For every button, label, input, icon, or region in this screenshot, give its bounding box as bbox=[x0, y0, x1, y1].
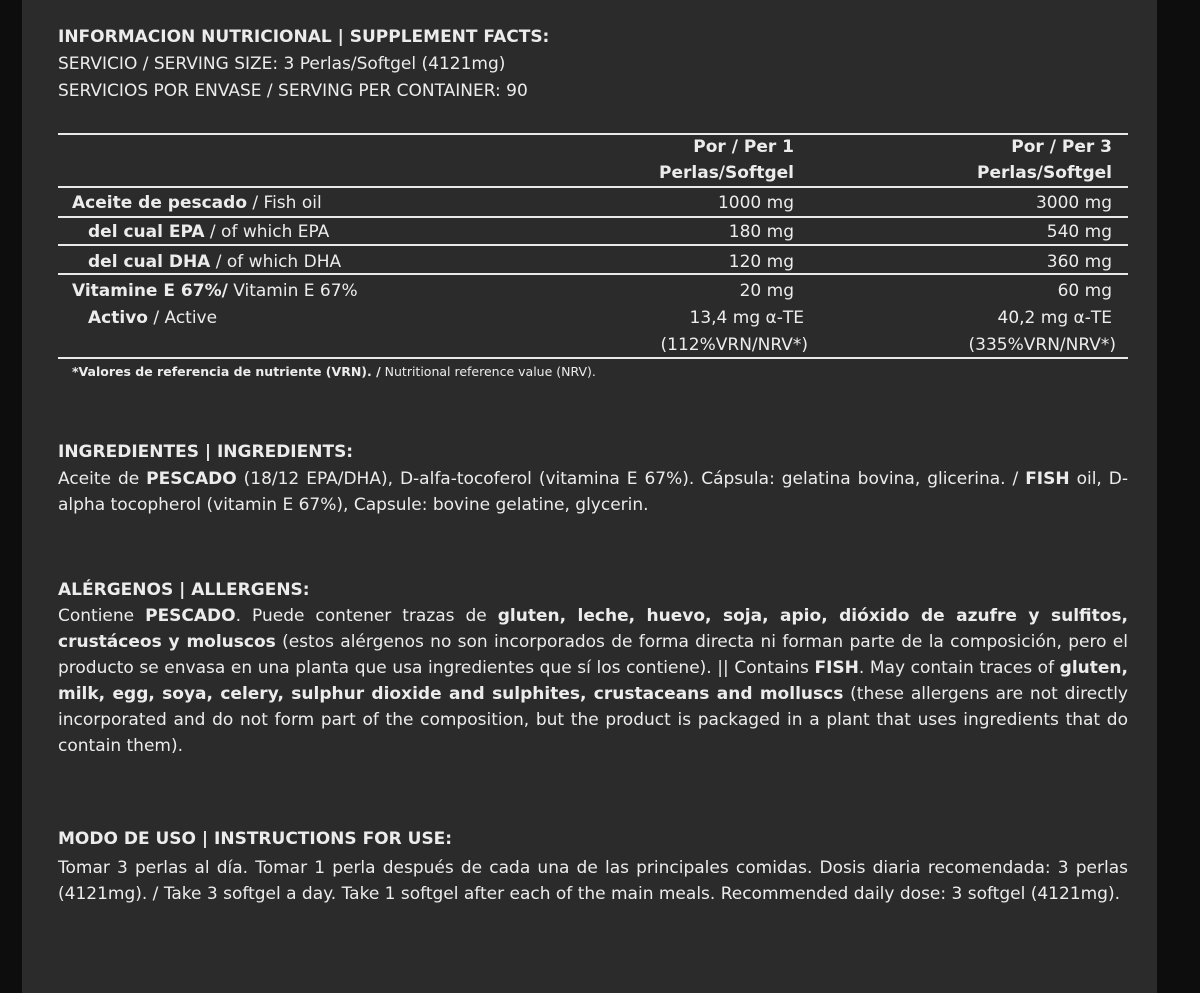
supplement-facts-title: INFORMACION NUTRICIONAL | SUPPLEMENT FACTS: bbox=[58, 27, 550, 47]
row-value-per3: 540 mg bbox=[1046, 222, 1112, 242]
row-value-per3: 40,2 mg α-TE bbox=[997, 308, 1112, 328]
row-value-per1: 180 mg bbox=[728, 222, 794, 242]
row-label-en: / Active bbox=[153, 308, 218, 328]
footnote-es: *Valores de referencia de nutriente (VRN). / bbox=[72, 364, 381, 379]
row-label-en: / of which EPA bbox=[209, 222, 330, 242]
col-per3-line1: Por / Per 3 bbox=[1011, 137, 1112, 157]
row-label-es: Aceite de pescado bbox=[72, 193, 247, 213]
row-label-es: Vitamine E 67%/ bbox=[72, 281, 228, 301]
table-rule-top bbox=[58, 133, 1128, 135]
row-label-en: Vitamin E 67% bbox=[233, 281, 358, 301]
table-rule-header bbox=[58, 186, 1128, 188]
usage-text: Tomar 3 perlas al día. Tomar 1 perla después de cada una de las principales comidas. Dosis diaria recomendada: 3 perlas (4121mg). / Take 3 softgel a day. Take 1 softgel after each of the main meals. Recommended daily dose: 3 softgel (4121mg). bbox=[58, 858, 1128, 904]
allergens-text: Contiene PESCADO. Puede contener trazas de gluten, leche, huevo, soja, apio, dióxido de azufre y sulfitos, crustáceos y moluscos (estos alérgenos no son incorporados de forma directa ni forman parte de la composición, pero el producto se envasa en una planta que usa ingredientes que sí los contiene). || Contains FISH. May contain traces of gluten, milk, egg, soya, celery, sulphur dioxide and sulphites, crustaceans and molluscs (these allergens are not directly incorporated and do not form part of the composition, but the product is packaged in a plant that uses ingredients that do contain them). bbox=[58, 606, 1129, 756]
usage-title: MODO DE USO | INSTRUCTIONS FOR USE: bbox=[58, 829, 453, 849]
row-value-per3: 360 mg bbox=[1046, 252, 1112, 272]
row-label-en: / of which DHA bbox=[215, 252, 342, 272]
col-per1-line2: Perlas/Softgel bbox=[659, 163, 794, 183]
col-per3-line2: Perlas/Softgel bbox=[977, 163, 1112, 183]
row-label-es: Activo bbox=[88, 308, 148, 328]
table-row-label bbox=[88, 219, 329, 245]
row-value-per1: 120 mg bbox=[728, 252, 794, 272]
right-border bbox=[1157, 0, 1200, 993]
row-value-per1: 20 mg bbox=[739, 281, 794, 301]
table-row-label bbox=[72, 190, 322, 216]
row-value-per1: 13,4 mg α-TE bbox=[689, 308, 804, 328]
footnote-en: Nutritional reference value (NRV). bbox=[380, 364, 596, 379]
row-label-es: del cual DHA bbox=[88, 252, 211, 272]
table-footnote bbox=[72, 364, 596, 380]
row-nrv-per3: (335%VRN/NRV*) bbox=[968, 335, 1116, 355]
allergens-title: ALÉRGENOS | ALLERGENS: bbox=[58, 580, 310, 600]
row-value-per3: 60 mg bbox=[1057, 281, 1112, 301]
servings-per-container: SERVICIOS POR ENVASE / SERVING PER CONTAINER: 90 bbox=[58, 81, 528, 101]
row-nrv-per1: (112%VRN/NRV*) bbox=[660, 335, 808, 355]
table-row-label bbox=[88, 249, 341, 275]
row-value-per3: 3000 mg bbox=[1035, 193, 1112, 213]
left-border bbox=[0, 0, 22, 993]
ingredients-text: Aceite de PESCADO (18/12 EPA/DHA), D-alfa-tocoferol (vitamina E 67%). Cápsula: gelatina bovina, glicerina. / FISH oil, D-alpha tocopherol (vitamin E 67%), Capsule: bovine gelatine, glycerin. bbox=[58, 469, 1128, 515]
row-value-per1: 1000 mg bbox=[717, 193, 794, 213]
serving-size: SERVICIO / SERVING SIZE: 3 Perlas/Softgel (4121mg) bbox=[58, 54, 506, 74]
row-label-es: del cual EPA bbox=[88, 222, 205, 242]
ingredients-title: INGREDIENTES | INGREDIENTS: bbox=[58, 442, 354, 462]
table-rule-row1 bbox=[58, 216, 1128, 218]
col-per1-line1: Por / Per 1 bbox=[693, 137, 794, 157]
table-row-label bbox=[72, 278, 358, 304]
row-label-en: / Fish oil bbox=[252, 193, 322, 213]
table-row-label bbox=[88, 305, 217, 331]
